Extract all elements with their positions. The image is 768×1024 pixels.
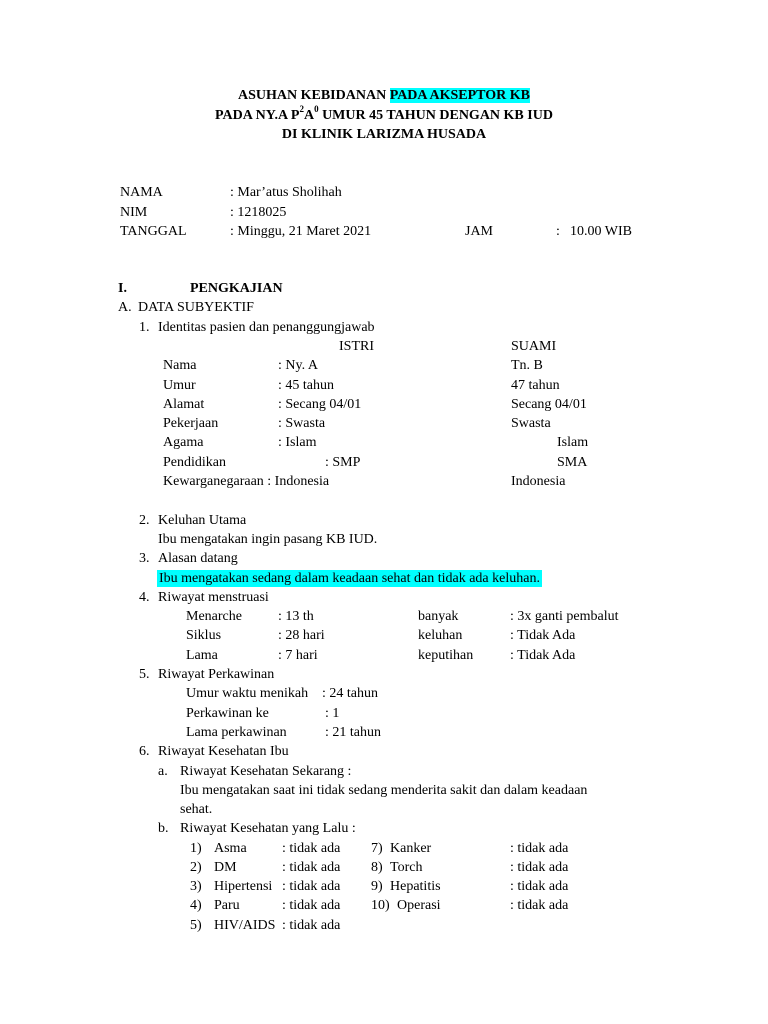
disease-value: : tidak ada bbox=[282, 879, 341, 894]
kesehatan-sekarang-title: Riwayat Kesehatan Sekarang : bbox=[180, 764, 352, 779]
subsection-letter: A. bbox=[118, 300, 132, 315]
disease-value: : tidak ada bbox=[510, 860, 569, 875]
sub-item-letter: a. bbox=[158, 764, 168, 779]
disease-value: : tidak ada bbox=[510, 898, 569, 913]
keluhan-title: Keluhan Utama bbox=[158, 513, 247, 528]
menstruasi-title: Riwayat menstruasi bbox=[158, 590, 269, 605]
item-number: 3. bbox=[139, 551, 150, 566]
jam-label: JAM bbox=[465, 224, 494, 239]
list-number: 8) bbox=[371, 860, 383, 875]
list-number: 10) bbox=[371, 898, 390, 913]
identitas-suami-value: SMA bbox=[557, 455, 588, 470]
tanggal-label: TANGGAL bbox=[120, 224, 187, 239]
disease-label: DM bbox=[214, 860, 237, 875]
disease-label: HIV/AIDS bbox=[214, 918, 276, 933]
menstruasi-label-2: banyak bbox=[418, 609, 459, 624]
item-number: 5. bbox=[139, 667, 150, 682]
disease-value: : tidak ada bbox=[282, 860, 341, 875]
identitas-istri-value: : Ny. A bbox=[278, 358, 318, 373]
perkawinan-value: : 21 tahun bbox=[325, 725, 381, 740]
disease-label: Operasi bbox=[397, 898, 441, 913]
identitas-istri-value: : Islam bbox=[278, 435, 317, 450]
identitas-label: Alamat bbox=[163, 397, 205, 412]
disease-value: : tidak ada bbox=[510, 841, 569, 856]
nim-label: NIM bbox=[120, 205, 148, 220]
title-text: ASUHAN KEBIDANAN bbox=[238, 88, 390, 103]
menstruasi-value: : 13 th bbox=[278, 609, 314, 624]
menstruasi-value: : 28 hari bbox=[278, 628, 325, 643]
identitas-label: Pendidikan bbox=[163, 455, 226, 470]
perkawinan-label: Perkawinan ke bbox=[186, 706, 269, 721]
alasan-highlighted-text: Ibu mengatakan sedang dalam keadaan sehat dan tidak ada keluhan. bbox=[159, 571, 540, 586]
identitas-label: Nama bbox=[163, 358, 197, 373]
identitas-suami-value: Tn. B bbox=[511, 358, 543, 373]
perkawinan-title: Riwayat Perkawinan bbox=[158, 667, 275, 682]
identitas-label: Kewarganegaraan : Indonesia bbox=[163, 474, 330, 489]
disease-label: Hepatitis bbox=[390, 879, 441, 894]
identitas-istri-value: : SMP bbox=[325, 455, 361, 470]
identitas-label: Agama bbox=[163, 435, 204, 450]
document-title-line-1 bbox=[0, 87, 768, 104]
column-header-suami: SUAMI bbox=[511, 339, 557, 354]
menstruasi-label: Siklus bbox=[186, 628, 222, 643]
identitas-istri-value: : Swasta bbox=[278, 416, 326, 431]
title-text: UMUR 45 TAHUN DENGAN KB IUD bbox=[318, 108, 553, 123]
alasan-title: Alasan datang bbox=[158, 551, 238, 566]
menstruasi-value-2: : Tidak Ada bbox=[510, 648, 576, 663]
perkawinan-label: Lama perkawinan bbox=[186, 725, 287, 740]
tanggal-value: : Minggu, 21 Maret 2021 bbox=[230, 224, 372, 239]
list-number: 5) bbox=[190, 918, 202, 933]
nama-label: NAMA bbox=[120, 185, 163, 200]
menstruasi-value-2: : 3x ganti pembalut bbox=[510, 609, 619, 624]
document-title-line-3: DI KLINIK LARIZMA HUSADA bbox=[281, 127, 487, 142]
identitas-label: Umur bbox=[163, 378, 196, 393]
perkawinan-value: : 24 tahun bbox=[322, 686, 378, 701]
nim-value: : 1218025 bbox=[230, 205, 287, 220]
list-number: 7) bbox=[371, 841, 383, 856]
title-highlighted-text: PADA AKSEPTOR KB bbox=[389, 88, 530, 103]
disease-label: Paru bbox=[214, 898, 240, 913]
identitas-title: Identitas pasien dan penanggungjawab bbox=[158, 320, 375, 335]
list-number: 4) bbox=[190, 898, 202, 913]
kesehatan-title: Riwayat Kesehatan Ibu bbox=[158, 744, 289, 759]
identitas-istri-value: : 45 tahun bbox=[278, 378, 334, 393]
identitas-istri-value: : Secang 04/01 bbox=[278, 397, 362, 412]
menstruasi-value-2: : Tidak Ada bbox=[510, 628, 576, 643]
menstruasi-label: Lama bbox=[186, 648, 218, 663]
column-header-istri: ISTRI bbox=[339, 339, 374, 354]
menstruasi-label-2: keputihan bbox=[418, 648, 474, 663]
identitas-suami-value: 47 tahun bbox=[511, 378, 560, 393]
keluhan-text: Ibu mengatakan ingin pasang KB IUD. bbox=[158, 532, 378, 547]
title-superscript: 0 bbox=[314, 104, 319, 115]
title-text: A bbox=[303, 108, 315, 123]
disease-value: : tidak ada bbox=[282, 918, 341, 933]
disease-value: : tidak ada bbox=[282, 841, 341, 856]
disease-value: : tidak ada bbox=[510, 879, 569, 894]
item-number: 2. bbox=[139, 513, 150, 528]
menstruasi-label-2: keluhan bbox=[418, 628, 463, 643]
menstruasi-label: Menarche bbox=[186, 609, 242, 624]
list-number: 1) bbox=[190, 841, 202, 856]
disease-label: Kanker bbox=[390, 841, 432, 856]
kesehatan-sekarang-text: sehat. bbox=[180, 802, 213, 817]
perkawinan-label: Umur waktu menikah bbox=[186, 686, 309, 701]
identitas-label: Pekerjaan bbox=[163, 416, 219, 431]
subsection-title: DATA SUBYEKTIF bbox=[138, 300, 254, 315]
kesehatan-sekarang-text: Ibu mengatakan saat ini tidak sedang menderita sakit dan dalam keadaan bbox=[180, 783, 588, 798]
section-title: PENGKAJIAN bbox=[190, 281, 283, 296]
identitas-suami-value: Islam bbox=[557, 435, 589, 450]
list-number: 3) bbox=[190, 879, 202, 894]
list-number: 2) bbox=[190, 860, 202, 875]
document-title-line-2 bbox=[0, 104, 768, 124]
sub-item-letter: b. bbox=[158, 821, 169, 836]
title-text: PADA NY.A P bbox=[215, 108, 300, 123]
title-superscript: 2 bbox=[299, 104, 304, 115]
disease-value: : tidak ada bbox=[282, 898, 341, 913]
item-number: 1. bbox=[139, 320, 150, 335]
nama-value: : Mar’atus Sholihah bbox=[230, 185, 342, 200]
identitas-suami-value: Secang 04/01 bbox=[511, 397, 587, 412]
identitas-suami-value: Swasta bbox=[511, 416, 551, 431]
disease-label: Hipertensi bbox=[214, 879, 273, 894]
item-number: 6. bbox=[139, 744, 150, 759]
perkawinan-value: : 1 bbox=[325, 706, 340, 721]
kesehatan-lalu-title: Riwayat Kesehatan yang Lalu : bbox=[180, 821, 356, 836]
section-number: I. bbox=[118, 281, 127, 296]
menstruasi-value: : 7 hari bbox=[278, 648, 318, 663]
jam-value: 10.00 WIB bbox=[570, 224, 632, 239]
list-number: 9) bbox=[371, 879, 383, 894]
disease-label: Asma bbox=[214, 841, 247, 856]
item-number: 4. bbox=[139, 590, 150, 605]
disease-label: Torch bbox=[390, 860, 423, 875]
jam-colon: : bbox=[556, 224, 560, 239]
identitas-suami-value: Indonesia bbox=[511, 474, 566, 489]
